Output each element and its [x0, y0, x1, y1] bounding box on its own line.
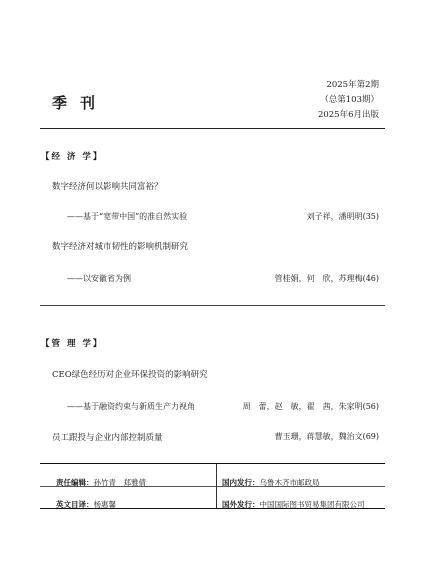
section-divider [40, 305, 385, 306]
footer-top-rule [40, 463, 385, 464]
article-title: 数字经济何以影响共同富裕？ [52, 182, 163, 192]
article-title: CEO绿色经历对企业环保投资的影响研究 [52, 370, 208, 380]
footer-column-divider [216, 464, 217, 508]
domestic-distribution [222, 470, 320, 489]
editor-names: 孙竹青 郑雅倩 [93, 478, 146, 487]
article-subtitle: ——以安徽省为例 [67, 274, 131, 283]
article-authors: 曹玉珊，蒋慧敏，魏治文(69) [274, 432, 379, 441]
english-label: 英文目译： [56, 500, 94, 509]
overseas-distributor: 中国国际图书贸易集团有限公司 [259, 500, 365, 509]
article-subtitle: ——基于融资约束与新质生产力视角 [67, 402, 195, 411]
cumulative-issue-number: （总第103期） [320, 95, 379, 105]
domestic-distributor: 乌鲁木齐市邮政局 [259, 478, 320, 487]
article-authors: 周 蕾，赵 敏，翟 茜，朱家明(56) [242, 402, 379, 411]
article-subtitle: ——基于“宽带中国”的准自然实验 [67, 212, 188, 221]
publication-date: 2025年6月出版 [317, 110, 379, 120]
issue-number: 2025年第2期 [326, 80, 379, 90]
section-heading-economics: 【经 济 学】 [41, 152, 104, 162]
english-translator-credit [56, 492, 116, 511]
article-title: 数字经济对城市韧性的影响机制研究 [52, 242, 189, 252]
english-translator: 杨惠馨 [93, 500, 116, 509]
domestic-label: 国内发行： [222, 478, 260, 487]
article-authors: 管桂娟，何 欣，苏理梅(46) [274, 274, 379, 283]
overseas-distribution [222, 492, 365, 511]
overseas-label: 国外发行： [222, 500, 260, 509]
magazine-title: 季刊 [52, 94, 109, 112]
section-heading-management: 【管 理 学】 [41, 339, 104, 349]
header-divider [40, 128, 385, 129]
editor-credit [56, 470, 146, 489]
article-authors: 刘子祥，潘明明(35) [306, 212, 379, 221]
article-title: 员工跟投与企业内部控制质量 [52, 433, 163, 443]
editor-label: 责任编辑： [56, 478, 94, 487]
